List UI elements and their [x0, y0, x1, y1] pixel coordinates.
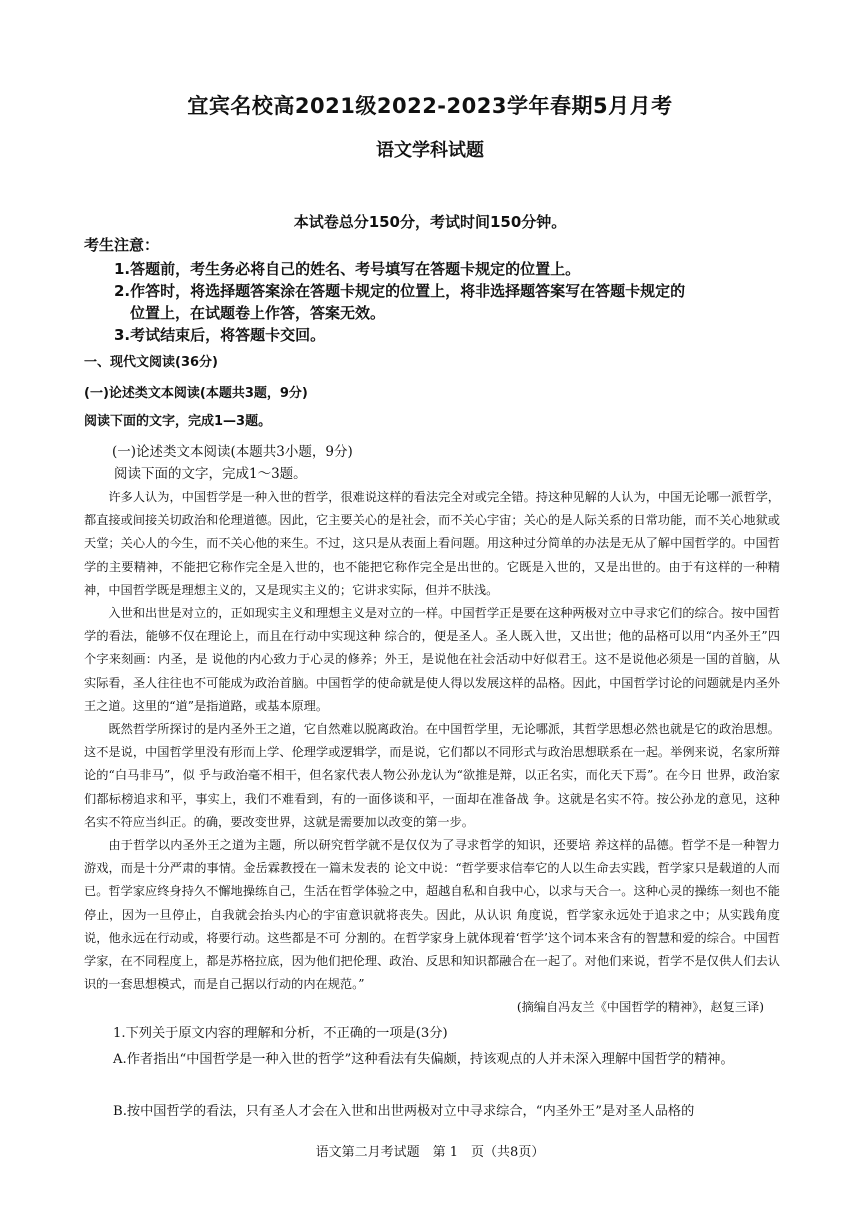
- exam-subtitle: 语文学科试题: [376, 140, 484, 161]
- exam-title: 宜宾名校高2021级2022-2023学年春期5月月考: [187, 94, 673, 118]
- question-stem: 1.下列关于原文内容的理解和分析，不正确的一项是(3分): [113, 1026, 448, 1041]
- notice-list: [114, 258, 794, 346]
- notice-item: 1.答题前，考生务必将自己的姓名、考号填写在答题卡规定的位置上。: [114, 260, 581, 278]
- option-b: B.按中国哲学的看法，只有圣人才会在入世和出世两极对立中寻求综合，“内圣外王”是对圣人品格的: [113, 1104, 695, 1119]
- passage-source: (摘编自冯友兰《中国哲学的精神》，赵复三译): [516, 1000, 764, 1014]
- notice-item: 3.考试结束后，将答题卡交回。: [114, 326, 326, 344]
- reading-instruction: 阅读下面的文字，完成1—3题。: [84, 414, 272, 429]
- option-a: A.作者指出“中国哲学是一种入世的哲学”这种看法有失偏颇，持该观点的人并未深入理解中国哲学的精神。: [113, 1052, 734, 1067]
- passage-paragraph: 既然哲学所探讨的是内圣外王之道，它自然难以脱离政治。在中国哲学里，无论哪派，其哲学思想必然也就是它的政治思想。这不是说，中国哲学里没有形而上学、伦理学或逻辑学，而是说，它们都以不同形式与政治思想联系在一起。举例来说，名家所辩论的“白马非马”，似 乎与政治毫不相干，但名家代表人物公孙龙认为“欲推是辩，以正名实，而化天下焉”。在今日 世界，政治家们都标榜追求和平，事实上，我们不难看到，有的一面侈谈和平，一面却在准备战 争。这就是名实不符。按公孙龙的意见，这种名实不符应当纠正。的确，要改变世界，这就是需要加以改变的第一步。: [84, 722, 780, 829]
- part-title-repeat: (一)论述类文本阅读(本题共3小题，9分): [112, 444, 353, 460]
- passage: [84, 486, 780, 996]
- exam-intro: 本试卷总分150分，考试时间150分钟。: [293, 213, 567, 231]
- notice-heading: 考生注意：: [84, 236, 160, 254]
- passage-paragraph: 由于哲学以内圣外王之道为主题，所以研究哲学就不是仅仅为了寻求哲学的知识，还要培 养这样的品德。哲学不是一种智力游戏，而是十分严肃的事情。金岳霖教授在一篇未发表的 论文中说：“哲学要求信奉它的人以生命去实践，哲学家只是载道的人而已。哲学家应终身持久不懈地操练自己，生活在哲学体验之中，超越自私和自我中心，以求与天合一。这种心灵的操练一刻也不能停止，因为一旦停止，自我就会抬头内心的宇宙意识就将丧失。因此，从认识 角度说，哲学家永远处于追求之中；从实践角度说，他永远在行动或，将要行动。这些都是不可 分割的。在哲学家身上就体现着‘哲学’这个词本来含有的智慧和爱的综合。中国哲学家，在不同程度上，都是苏格拉底，因为他们把伦理、政治、反思和知识都融合在一起了。对他们来说，哲学不是仅供人们去认识的一套思想模式，而是自己据以行动的内在规范。”: [84, 838, 780, 992]
- section-title: 一、现代文阅读(36分): [84, 355, 218, 370]
- page-footer: 语文第二月考试题 第 1 页（共8页）: [315, 1145, 545, 1160]
- reading-instruction-repeat: 阅读下面的文字，完成1～3题。: [114, 466, 307, 482]
- part-title: (一)论述类文本阅读(本题共3题，9分): [84, 386, 308, 401]
- passage-paragraph: 许多人认为，中国哲学是一种入世的哲学，很难说这样的看法完全对或完全错。持这种见解的人认为，中国无论哪一派哲学，都直接或间接关切政治和伦理道德。因此，它主要关心的是社会，而不关心宇宙；关心的是人际关系的日常功能，而不关心地狱或天堂；关心人的今生，而不关心他的来生。不过，这只是从表面上看问题。用这种过分简单的办法是无从了解中国哲学的。中国哲学的主要精神，不能把它称作完全是入世的，也不能把它称作完全是出世的。它既是入世的，又是出世的。由于有这样的一种精神，中国哲学既是理想主义的，又是现实主义的；它讲求实际，但并不肤浅。: [84, 490, 780, 597]
- passage-paragraph: 入世和出世是对立的，正如现实主义和理想主义是对立的一样。中国哲学正是要在这种两极对立中寻求它们的综合。按中国哲学的看法，能够不仅在理论上，而且在行动中实现这种 综合的，便是圣人。圣人既入世，又出世；他的品格可以用“内圣外王”四个字来刻画：内圣，是 说他的内心致力于心灵的修养；外王，是说他在社会活动中好似君王。这不是说他必须是一国的首脑，从实际看，圣人往往也不可能成为政治首脑。中国哲学的使命就是使人得以发展这样的品格。因此，中国哲学讨论的问题就是内圣外王之道。这里的“道”是指道路，或基本原理。: [84, 606, 780, 713]
- notice-item: 位置上，在试题卷上作答，答案无效。: [130, 304, 386, 322]
- notice-item: 2.作答时，将选择题答案涂在答题卡规定的位置上，将非选择题答案写在答题卡规定的: [114, 282, 686, 300]
